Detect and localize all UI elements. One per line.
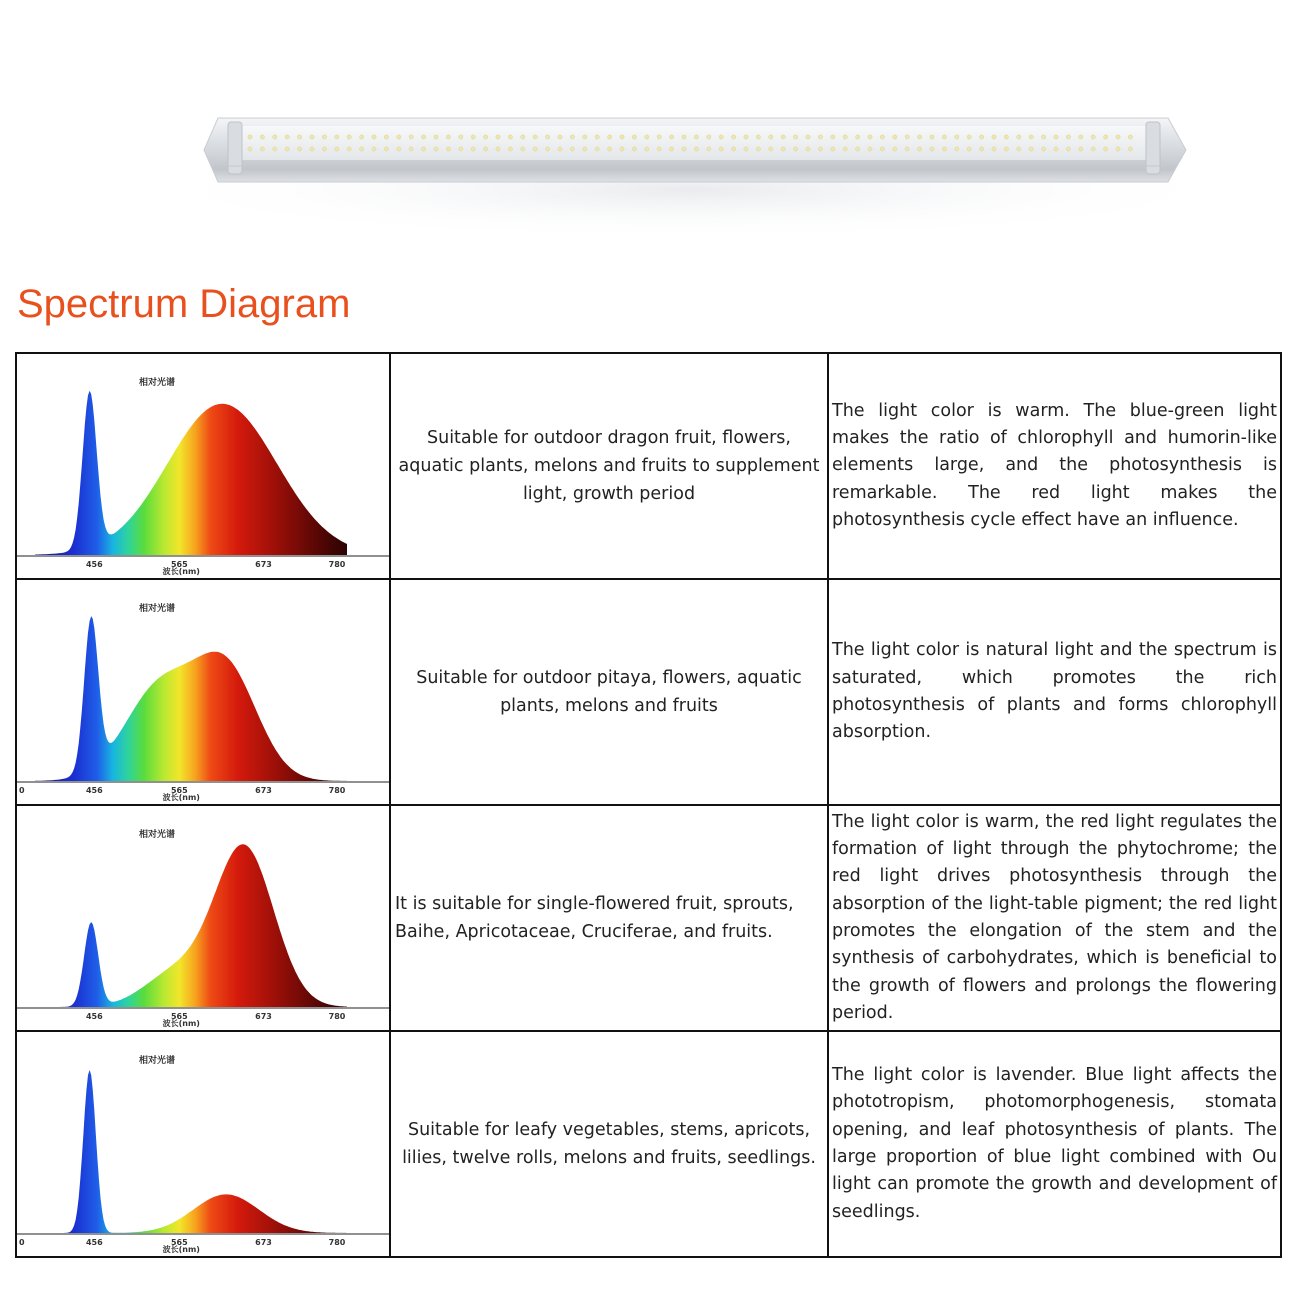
- led-chip: [1017, 135, 1021, 139]
- x-tick-label: 0: [19, 1238, 25, 1247]
- led-chip: [1054, 135, 1058, 139]
- spectrum-chart: [17, 581, 389, 803]
- led-chip: [459, 147, 463, 151]
- led-chip: [880, 147, 884, 151]
- led-chip: [1128, 135, 1132, 139]
- led-chip: [856, 147, 860, 151]
- spectrum-chart-cell: [16, 1031, 390, 1257]
- led-chip: [434, 147, 438, 151]
- led-chip: [1104, 135, 1108, 139]
- chart-title: 相对光谱: [138, 604, 176, 614]
- x-tick-label: 456: [85, 786, 103, 795]
- led-chip: [471, 147, 475, 151]
- x-tick-label: 780: [328, 560, 346, 569]
- usage-text: It is suitable for single-flowered fruit, sprouts, Baihe, Apricotaceae, Cruciferae, and fruits.: [395, 894, 794, 942]
- led-chip: [322, 135, 326, 139]
- led-chip: [794, 135, 798, 139]
- led-chip: [409, 147, 413, 151]
- led-chip: [719, 135, 723, 139]
- led-chip: [248, 135, 252, 139]
- led-chip: [434, 135, 438, 139]
- led-chip: [670, 135, 674, 139]
- led-chip: [732, 147, 736, 151]
- led-chip: [409, 135, 413, 139]
- description-text: The light color is warm. The blue-green light makes the ratio of chlorophyll and humorin-like elements large, and the photosynthesis is remarkable. The red light makes the photosynthesis cycle effect have an influence.: [832, 400, 1277, 530]
- led-chip: [670, 147, 674, 151]
- led-chip: [992, 135, 996, 139]
- led-chip: [608, 135, 612, 139]
- description-cell: [828, 579, 1281, 805]
- x-tick-label: 565: [170, 1238, 188, 1247]
- led-chip: [471, 135, 475, 139]
- led-chip: [446, 147, 450, 151]
- description-cell: [828, 805, 1281, 1031]
- led-chip: [967, 135, 971, 139]
- led-chip: [422, 135, 426, 139]
- led-chip: [397, 147, 401, 151]
- led-chip: [1042, 147, 1046, 151]
- led-chip: [682, 135, 686, 139]
- led-chip: [335, 135, 339, 139]
- led-chip: [620, 135, 624, 139]
- led-chip: [843, 135, 847, 139]
- led-chip: [484, 147, 488, 151]
- led-chip: [372, 135, 376, 139]
- led-chip: [260, 147, 264, 151]
- spectrum-curve: [35, 391, 347, 555]
- description-cell: [828, 353, 1281, 579]
- led-chip: [595, 147, 599, 151]
- led-chip: [496, 135, 500, 139]
- x-tick-label: 565: [170, 560, 188, 569]
- led-chip: [769, 135, 773, 139]
- led-chip: [384, 147, 388, 151]
- chart-title: 相对光谱: [138, 378, 176, 388]
- led-chip: [707, 147, 711, 151]
- led-chip: [942, 135, 946, 139]
- led-chip: [831, 147, 835, 151]
- led-chip: [533, 135, 537, 139]
- led-chip: [1079, 135, 1083, 139]
- led-chip: [1116, 147, 1120, 151]
- led-chip: [583, 147, 587, 151]
- spectrum-curve: [35, 1070, 347, 1233]
- chart-title: 相对光谱: [138, 830, 176, 840]
- led-chip: [719, 147, 723, 151]
- x-tick-label: 673: [255, 1012, 272, 1021]
- led-chip: [856, 135, 860, 139]
- led-chip: [955, 135, 959, 139]
- led-chip: [794, 147, 798, 151]
- usage-cell: [390, 579, 828, 805]
- table-row: [16, 1031, 1281, 1257]
- led-chip: [868, 135, 872, 139]
- led-chip: [930, 147, 934, 151]
- spectrum-chart-cell: [16, 805, 390, 1031]
- led-chip: [570, 147, 574, 151]
- led-chip: [1116, 135, 1120, 139]
- led-chip: [496, 147, 500, 151]
- x-tick-label: 673: [255, 560, 272, 569]
- led-chip: [942, 147, 946, 151]
- x-axis-label: 波长(nm): [162, 567, 200, 576]
- led-chip: [632, 147, 636, 151]
- spectrum-chart: [17, 1033, 389, 1255]
- led-chip: [657, 135, 661, 139]
- led-chip: [273, 135, 277, 139]
- led-chip: [645, 135, 649, 139]
- led-chip: [446, 135, 450, 139]
- led-chip: [781, 135, 785, 139]
- table-row: [16, 579, 1281, 805]
- led-chip: [397, 135, 401, 139]
- led-chip: [781, 147, 785, 151]
- led-chip: [347, 147, 351, 151]
- x-tick-label: 780: [328, 786, 346, 795]
- spectrum-curve: [35, 616, 347, 781]
- led-chip: [1029, 147, 1033, 151]
- led-chip: [1004, 147, 1008, 151]
- led-chip: [868, 147, 872, 151]
- led-chip: [1042, 135, 1046, 139]
- led-chip: [546, 147, 550, 151]
- led-chip: [285, 147, 289, 151]
- led-chip: [1104, 147, 1108, 151]
- led-chip: [769, 147, 773, 151]
- led-chip: [967, 147, 971, 151]
- x-tick-label: 673: [255, 786, 272, 795]
- spectrum-curve: [35, 844, 347, 1007]
- description-text: The light color is natural light and the spectrum is saturated, which promotes the rich photosynthesis of plants and forms chlorophyll absorption.: [832, 640, 1277, 743]
- led-chip: [980, 147, 984, 151]
- led-chip: [632, 135, 636, 139]
- x-tick-label: 780: [328, 1012, 346, 1021]
- x-axis-label: 波长(nm): [162, 793, 200, 802]
- led-chip: [744, 147, 748, 151]
- led-chip: [310, 135, 314, 139]
- led-chip: [905, 135, 909, 139]
- x-tick-label: 456: [85, 1238, 103, 1247]
- led-chip: [1091, 147, 1095, 151]
- led-chip: [992, 147, 996, 151]
- led-chip: [335, 147, 339, 151]
- led-chip: [285, 135, 289, 139]
- led-chip: [360, 135, 364, 139]
- usage-cell: [390, 1031, 828, 1257]
- led-chip: [1066, 135, 1070, 139]
- led-chip: [806, 147, 810, 151]
- chart-title: 相对光谱: [138, 1056, 176, 1066]
- led-chip: [756, 147, 760, 151]
- led-chip: [806, 135, 810, 139]
- led-chip: [1091, 135, 1095, 139]
- usage-cell: [390, 805, 828, 1031]
- x-tick-label: 673: [255, 1238, 272, 1247]
- led-chip: [546, 135, 550, 139]
- led-chip: [558, 147, 562, 151]
- led-chip: [248, 147, 252, 151]
- x-tick-label: 565: [170, 1012, 188, 1021]
- table-row: [16, 805, 1281, 1031]
- led-tube-image: [0, 0, 1293, 260]
- led-chip: [260, 135, 264, 139]
- x-axis-label: 波长(nm): [162, 1019, 200, 1028]
- table-row: [16, 353, 1281, 579]
- led-chip: [1079, 147, 1083, 151]
- led-chip: [310, 147, 314, 151]
- usage-cell: [390, 353, 828, 579]
- led-chip: [707, 135, 711, 139]
- led-chip: [1066, 147, 1070, 151]
- led-chip: [918, 135, 922, 139]
- page-title: Spectrum Diagram: [17, 282, 351, 326]
- led-chip: [682, 147, 686, 151]
- led-chip: [955, 147, 959, 151]
- led-chip: [893, 147, 897, 151]
- led-chip: [645, 147, 649, 151]
- x-tick-label: 456: [85, 1012, 103, 1021]
- led-chip: [694, 135, 698, 139]
- led-chip: [322, 147, 326, 151]
- x-tick-label: 565: [170, 786, 188, 795]
- usage-text: Suitable for outdoor dragon fruit, flowers, aquatic plants, melons and fruits to supplement light, growth period: [398, 428, 820, 504]
- led-chip: [347, 135, 351, 139]
- led-chip: [273, 147, 277, 151]
- led-chip: [1029, 135, 1033, 139]
- led-chip: [1128, 147, 1132, 151]
- led-chip: [360, 147, 364, 151]
- led-chip: [608, 147, 612, 151]
- led-chip: [732, 135, 736, 139]
- description-text: The light color is warm, the red light regulates the formation of light through the phytochrome; the red light drives photosynthesis through the absorption of the light-table pigment; the red light promotes the elongation of the stem and the synthesis of carbohydrates, which is beneficial to the growth of flowers and prolongs the flowering period.: [832, 811, 1277, 1023]
- led-chip: [880, 135, 884, 139]
- led-chip: [1017, 147, 1021, 151]
- led-chip: [570, 135, 574, 139]
- led-chip: [1054, 147, 1058, 151]
- led-chip: [558, 135, 562, 139]
- description-text: The light color is lavender. Blue light affects the phototropism, photomorphogenesis, stomata opening, and leaf photosynthesis of plants. The large proportion of blue light combined with Ou light can promote the growth and development of seedlings.: [832, 1065, 1277, 1222]
- led-chip: [893, 135, 897, 139]
- led-chip: [756, 135, 760, 139]
- led-chip: [843, 147, 847, 151]
- spectrum-chart-cell: [16, 579, 390, 805]
- spectrum-chart-cell: [16, 353, 390, 579]
- led-chip: [298, 135, 302, 139]
- led-chip: [583, 135, 587, 139]
- x-tick-label: 0: [19, 786, 25, 795]
- usage-text: Suitable for outdoor pitaya, flowers, aquatic plants, melons and fruits: [416, 668, 802, 716]
- led-chip: [905, 147, 909, 151]
- led-chip: [595, 135, 599, 139]
- led-chip: [930, 135, 934, 139]
- spectrum-table: [15, 352, 1282, 1258]
- spectrum-chart: [17, 355, 389, 577]
- led-chip: [521, 135, 525, 139]
- led-chip: [533, 147, 537, 151]
- description-cell: [828, 1031, 1281, 1257]
- led-chip: [298, 147, 302, 151]
- x-tick-label: 780: [328, 1238, 346, 1247]
- led-chip: [459, 135, 463, 139]
- led-chip: [831, 135, 835, 139]
- led-chip: [918, 147, 922, 151]
- spectrum-chart: [17, 807, 389, 1029]
- led-chip: [620, 147, 624, 151]
- led-chip: [657, 147, 661, 151]
- x-tick-label: 456: [85, 560, 103, 569]
- led-chip: [744, 135, 748, 139]
- led-chip: [508, 135, 512, 139]
- led-chip: [508, 147, 512, 151]
- led-chip: [818, 147, 822, 151]
- usage-text: Suitable for leafy vegetables, stems, apricots, lilies, twelve rolls, melons and fruits, seedlings.: [402, 1120, 816, 1168]
- led-chip: [422, 147, 426, 151]
- led-chip: [980, 135, 984, 139]
- led-chip: [484, 135, 488, 139]
- led-chip: [1004, 135, 1008, 139]
- led-chip: [818, 135, 822, 139]
- led-chip: [384, 135, 388, 139]
- led-chip: [372, 147, 376, 151]
- led-chip: [521, 147, 525, 151]
- x-axis-label: 波长(nm): [162, 1245, 200, 1254]
- led-chip: [694, 147, 698, 151]
